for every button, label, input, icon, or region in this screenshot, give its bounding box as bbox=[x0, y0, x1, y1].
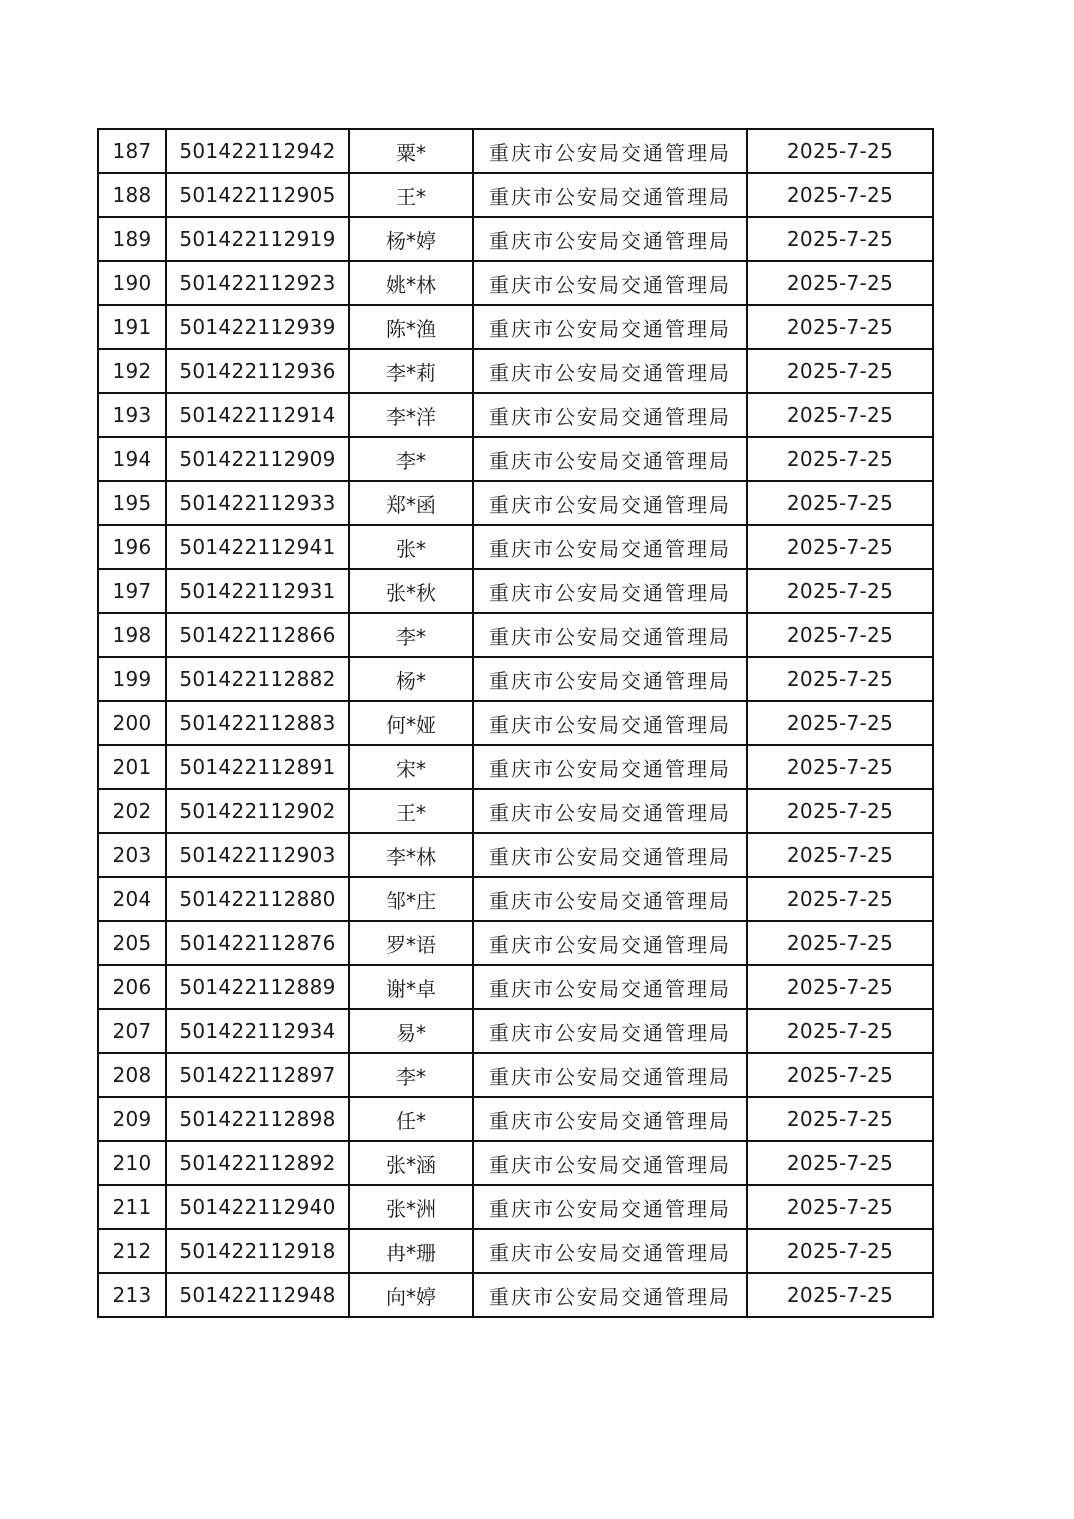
certificate-number-cell: 501422112918 bbox=[166, 1229, 349, 1273]
holder-name-cell: 邹*庄 bbox=[349, 877, 473, 921]
issuing-authority-cell: 重庆市公安局交通管理局 bbox=[473, 173, 747, 217]
issuing-authority-cell: 重庆市公安局交通管理局 bbox=[473, 349, 747, 393]
issue-date-cell: 2025-7-25 bbox=[747, 437, 933, 481]
table-row bbox=[98, 789, 933, 833]
issuing-authority-cell: 重庆市公安局交通管理局 bbox=[473, 393, 747, 437]
issuing-authority-cell: 重庆市公安局交通管理局 bbox=[473, 1229, 747, 1273]
issue-date-cell: 2025-7-25 bbox=[747, 921, 933, 965]
holder-name-cell: 罗*语 bbox=[349, 921, 473, 965]
certificate-number-cell: 501422112876 bbox=[166, 921, 349, 965]
holder-name-cell: 张*洲 bbox=[349, 1185, 473, 1229]
issuing-authority-cell: 重庆市公安局交通管理局 bbox=[473, 129, 747, 173]
certificate-number-cell: 501422112883 bbox=[166, 701, 349, 745]
issuing-authority-cell: 重庆市公安局交通管理局 bbox=[473, 481, 747, 525]
issuing-authority-cell: 重庆市公安局交通管理局 bbox=[473, 921, 747, 965]
issuing-authority-cell: 重庆市公安局交通管理局 bbox=[473, 305, 747, 349]
issuing-authority-cell: 重庆市公安局交通管理局 bbox=[473, 877, 747, 921]
issuing-authority-cell: 重庆市公安局交通管理局 bbox=[473, 1097, 747, 1141]
issue-date-cell: 2025-7-25 bbox=[747, 1273, 933, 1317]
table-row bbox=[98, 349, 933, 393]
table-row bbox=[98, 481, 933, 525]
issuing-authority-cell: 重庆市公安局交通管理局 bbox=[473, 525, 747, 569]
issue-date-cell: 2025-7-25 bbox=[747, 569, 933, 613]
issue-date-cell: 2025-7-25 bbox=[747, 965, 933, 1009]
sequence-number-cell: 191 bbox=[98, 305, 166, 349]
certificate-number-cell: 501422112892 bbox=[166, 1141, 349, 1185]
certificate-number-cell: 501422112941 bbox=[166, 525, 349, 569]
table-row bbox=[98, 877, 933, 921]
issuing-authority-cell: 重庆市公安局交通管理局 bbox=[473, 1141, 747, 1185]
certificate-number-cell: 501422112934 bbox=[166, 1009, 349, 1053]
sequence-number-cell: 194 bbox=[98, 437, 166, 481]
issuing-authority-cell: 重庆市公安局交通管理局 bbox=[473, 261, 747, 305]
table-row bbox=[98, 657, 933, 701]
holder-name-cell: 王* bbox=[349, 173, 473, 217]
holder-name-cell: 张* bbox=[349, 525, 473, 569]
table-row bbox=[98, 965, 933, 1009]
issuing-authority-cell: 重庆市公安局交通管理局 bbox=[473, 1009, 747, 1053]
table-row bbox=[98, 1097, 933, 1141]
sequence-number-cell: 207 bbox=[98, 1009, 166, 1053]
holder-name-cell: 郑*函 bbox=[349, 481, 473, 525]
issuing-authority-cell: 重庆市公安局交通管理局 bbox=[473, 833, 747, 877]
table-row bbox=[98, 1229, 933, 1273]
issue-date-cell: 2025-7-25 bbox=[747, 745, 933, 789]
table-row bbox=[98, 745, 933, 789]
issue-date-cell: 2025-7-25 bbox=[747, 217, 933, 261]
holder-name-cell: 向*婷 bbox=[349, 1273, 473, 1317]
certificate-number-cell: 501422112909 bbox=[166, 437, 349, 481]
holder-name-cell: 李* bbox=[349, 437, 473, 481]
holder-name-cell: 杨* bbox=[349, 657, 473, 701]
table-row bbox=[98, 437, 933, 481]
certificate-number-cell: 501422112866 bbox=[166, 613, 349, 657]
certificate-number-cell: 501422112942 bbox=[166, 129, 349, 173]
holder-name-cell: 李* bbox=[349, 613, 473, 657]
holder-name-cell: 姚*林 bbox=[349, 261, 473, 305]
issue-date-cell: 2025-7-25 bbox=[747, 613, 933, 657]
certificate-number-cell: 501422112891 bbox=[166, 745, 349, 789]
sequence-number-cell: 203 bbox=[98, 833, 166, 877]
issue-date-cell: 2025-7-25 bbox=[747, 1009, 933, 1053]
certificate-number-cell: 501422112898 bbox=[166, 1097, 349, 1141]
holder-name-cell: 谢*卓 bbox=[349, 965, 473, 1009]
sequence-number-cell: 212 bbox=[98, 1229, 166, 1273]
certificate-number-cell: 501422112933 bbox=[166, 481, 349, 525]
sequence-number-cell: 195 bbox=[98, 481, 166, 525]
issuing-authority-cell: 重庆市公安局交通管理局 bbox=[473, 1185, 747, 1229]
holder-name-cell: 杨*婷 bbox=[349, 217, 473, 261]
table-row bbox=[98, 1185, 933, 1229]
holder-name-cell: 李* bbox=[349, 1053, 473, 1097]
sequence-number-cell: 208 bbox=[98, 1053, 166, 1097]
sequence-number-cell: 189 bbox=[98, 217, 166, 261]
records-table-body bbox=[98, 129, 933, 1317]
certificate-number-cell: 501422112931 bbox=[166, 569, 349, 613]
table-row bbox=[98, 173, 933, 217]
holder-name-cell: 陈*渔 bbox=[349, 305, 473, 349]
certificate-number-cell: 501422112903 bbox=[166, 833, 349, 877]
holder-name-cell: 何*娅 bbox=[349, 701, 473, 745]
holder-name-cell: 易* bbox=[349, 1009, 473, 1053]
issue-date-cell: 2025-7-25 bbox=[747, 789, 933, 833]
issue-date-cell: 2025-7-25 bbox=[747, 393, 933, 437]
holder-name-cell: 张*秋 bbox=[349, 569, 473, 613]
issuing-authority-cell: 重庆市公安局交通管理局 bbox=[473, 789, 747, 833]
table-row bbox=[98, 261, 933, 305]
sequence-number-cell: 209 bbox=[98, 1097, 166, 1141]
issue-date-cell: 2025-7-25 bbox=[747, 525, 933, 569]
sequence-number-cell: 188 bbox=[98, 173, 166, 217]
certificate-number-cell: 501422112905 bbox=[166, 173, 349, 217]
issuing-authority-cell: 重庆市公安局交通管理局 bbox=[473, 745, 747, 789]
sequence-number-cell: 202 bbox=[98, 789, 166, 833]
issuing-authority-cell: 重庆市公安局交通管理局 bbox=[473, 657, 747, 701]
issue-date-cell: 2025-7-25 bbox=[747, 1141, 933, 1185]
issue-date-cell: 2025-7-25 bbox=[747, 1185, 933, 1229]
issue-date-cell: 2025-7-25 bbox=[747, 481, 933, 525]
sequence-number-cell: 210 bbox=[98, 1141, 166, 1185]
sequence-number-cell: 197 bbox=[98, 569, 166, 613]
issue-date-cell: 2025-7-25 bbox=[747, 1097, 933, 1141]
certificate-number-cell: 501422112902 bbox=[166, 789, 349, 833]
table-row bbox=[98, 525, 933, 569]
sequence-number-cell: 200 bbox=[98, 701, 166, 745]
issue-date-cell: 2025-7-25 bbox=[747, 877, 933, 921]
table-row bbox=[98, 1273, 933, 1317]
certificate-number-cell: 501422112882 bbox=[166, 657, 349, 701]
issue-date-cell: 2025-7-25 bbox=[747, 1053, 933, 1097]
table-row bbox=[98, 129, 933, 173]
holder-name-cell: 张*涵 bbox=[349, 1141, 473, 1185]
table-row bbox=[98, 1009, 933, 1053]
certificate-number-cell: 501422112914 bbox=[166, 393, 349, 437]
sequence-number-cell: 187 bbox=[98, 129, 166, 173]
sequence-number-cell: 198 bbox=[98, 613, 166, 657]
holder-name-cell: 李*洋 bbox=[349, 393, 473, 437]
certificate-number-cell: 501422112939 bbox=[166, 305, 349, 349]
sequence-number-cell: 196 bbox=[98, 525, 166, 569]
certificate-number-cell: 501422112940 bbox=[166, 1185, 349, 1229]
holder-name-cell: 宋* bbox=[349, 745, 473, 789]
certificate-number-cell: 501422112919 bbox=[166, 217, 349, 261]
holder-name-cell: 李*林 bbox=[349, 833, 473, 877]
issue-date-cell: 2025-7-25 bbox=[747, 129, 933, 173]
table-row bbox=[98, 305, 933, 349]
holder-name-cell: 任* bbox=[349, 1097, 473, 1141]
table-row bbox=[98, 833, 933, 877]
issue-date-cell: 2025-7-25 bbox=[747, 349, 933, 393]
sequence-number-cell: 193 bbox=[98, 393, 166, 437]
issuing-authority-cell: 重庆市公安局交通管理局 bbox=[473, 965, 747, 1009]
table-row bbox=[98, 1141, 933, 1185]
sequence-number-cell: 213 bbox=[98, 1273, 166, 1317]
table-row bbox=[98, 393, 933, 437]
certificate-number-cell: 501422112889 bbox=[166, 965, 349, 1009]
holder-name-cell: 粟* bbox=[349, 129, 473, 173]
sequence-number-cell: 204 bbox=[98, 877, 166, 921]
sequence-number-cell: 205 bbox=[98, 921, 166, 965]
issue-date-cell: 2025-7-25 bbox=[747, 1229, 933, 1273]
table-row bbox=[98, 921, 933, 965]
holder-name-cell: 王* bbox=[349, 789, 473, 833]
table-row bbox=[98, 1053, 933, 1097]
table-row bbox=[98, 613, 933, 657]
issuing-authority-cell: 重庆市公安局交通管理局 bbox=[473, 613, 747, 657]
certificate-number-cell: 501422112897 bbox=[166, 1053, 349, 1097]
issuing-authority-cell: 重庆市公安局交通管理局 bbox=[473, 437, 747, 481]
issuing-authority-cell: 重庆市公安局交通管理局 bbox=[473, 1053, 747, 1097]
issue-date-cell: 2025-7-25 bbox=[747, 305, 933, 349]
sequence-number-cell: 201 bbox=[98, 745, 166, 789]
records-table bbox=[97, 128, 934, 1318]
issuing-authority-cell: 重庆市公安局交通管理局 bbox=[473, 217, 747, 261]
holder-name-cell: 李*莉 bbox=[349, 349, 473, 393]
issue-date-cell: 2025-7-25 bbox=[747, 701, 933, 745]
sequence-number-cell: 192 bbox=[98, 349, 166, 393]
sequence-number-cell: 211 bbox=[98, 1185, 166, 1229]
sequence-number-cell: 199 bbox=[98, 657, 166, 701]
table-row bbox=[98, 217, 933, 261]
table-row bbox=[98, 569, 933, 613]
sequence-number-cell: 190 bbox=[98, 261, 166, 305]
issuing-authority-cell: 重庆市公安局交通管理局 bbox=[473, 701, 747, 745]
issue-date-cell: 2025-7-25 bbox=[747, 173, 933, 217]
certificate-number-cell: 501422112923 bbox=[166, 261, 349, 305]
holder-name-cell: 冉*珊 bbox=[349, 1229, 473, 1273]
issue-date-cell: 2025-7-25 bbox=[747, 833, 933, 877]
certificate-number-cell: 501422112948 bbox=[166, 1273, 349, 1317]
certificate-number-cell: 501422112880 bbox=[166, 877, 349, 921]
sequence-number-cell: 206 bbox=[98, 965, 166, 1009]
issue-date-cell: 2025-7-25 bbox=[747, 657, 933, 701]
issuing-authority-cell: 重庆市公安局交通管理局 bbox=[473, 1273, 747, 1317]
certificate-number-cell: 501422112936 bbox=[166, 349, 349, 393]
issuing-authority-cell: 重庆市公安局交通管理局 bbox=[473, 569, 747, 613]
table-row bbox=[98, 701, 933, 745]
issue-date-cell: 2025-7-25 bbox=[747, 261, 933, 305]
